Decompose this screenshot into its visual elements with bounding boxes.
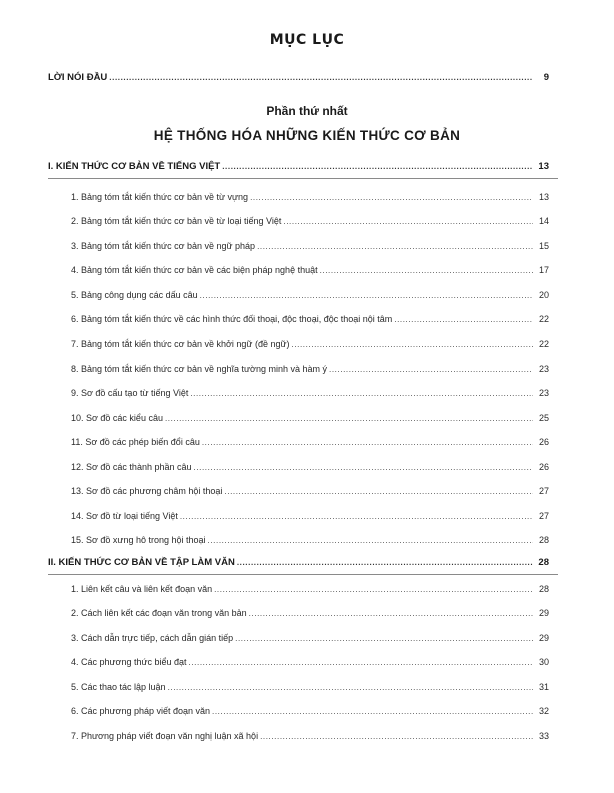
toc-item[interactable] [71,385,549,401]
entry-text: 11. Sơ đồ các phép biến đổi câu [71,437,200,447]
section-heading: II. KIẾN THỨC CƠ BẢN VỀ TẬP LÀM VĂN [48,557,235,568]
entry-page: 20 [538,290,549,300]
entry-page: 15 [538,241,549,251]
entry-page: 23 [538,364,549,374]
entry-page: 31 [538,682,549,692]
dot-leader [283,214,533,230]
entry-text: 8. Bảng tóm tắt kiến thức cơ bản về nghĩa tường minh và hàm ý [71,364,327,374]
entry-page: 29 [538,633,549,643]
entry-page: 13 [538,192,549,202]
entry-page: 32 [538,706,549,716]
part-label: Phần thứ nhất [266,104,348,118]
entry-text: 3. Bảng tóm tắt kiến thức cơ bản về ngữ pháp [71,241,256,251]
page-title: MỤC LỤC [269,32,345,48]
dot-leader [260,729,533,745]
toc-item[interactable] [71,728,549,744]
entry-page: 9 [543,72,549,83]
toc-item[interactable] [71,581,549,597]
entry-text: 6. Bảng tóm tắt kiến thức về các hình thức đối thoại, độc thoại, độc thoại nội tâm [71,314,393,324]
entry-page: 28 [538,584,549,594]
toc-item[interactable] [71,262,549,278]
toc-item[interactable] [71,189,549,205]
entry-text: 4. Các phương thức biểu đạt [71,657,187,667]
entry-text: 12. Sơ đồ các thành phần câu [71,462,192,472]
entry-page: 14 [538,216,549,226]
entry-page: 17 [538,265,549,275]
entry-text: 5. Các thao tác lập luận [71,682,166,692]
dot-leader [214,582,533,598]
entry-text: 9. Sơ đồ cấu tạo từ tiếng Việt [71,388,189,398]
toc-section-2[interactable] [48,555,549,571]
dot-leader [190,386,533,402]
toc-entry-preface[interactable] [48,70,549,86]
section-divider [48,178,558,179]
dot-leader [394,312,533,328]
entry-page: 26 [538,462,549,472]
toc-item[interactable] [71,361,549,377]
dot-leader [235,631,533,647]
section-heading: I. KIẾN THỨC CƠ BẢN VỀ TIẾNG VIỆT [48,161,221,172]
toc-item[interactable] [71,336,549,352]
dot-leader [109,70,533,86]
entry-page: 28 [538,557,549,568]
dot-leader [237,555,533,571]
part-title: HỆ THỐNG HÓA NHỮNG KIẾN THỨC CƠ BẢN [153,128,461,143]
toc-section-1[interactable] [48,159,549,175]
toc-item[interactable] [71,532,549,548]
dot-leader [189,655,533,671]
dot-leader [180,509,533,525]
entry-page: 26 [538,437,549,447]
dot-leader [257,239,533,255]
toc-item[interactable] [71,483,549,499]
entry-page: 33 [538,731,549,741]
entry-page: 29 [538,608,549,618]
dot-leader [320,263,533,279]
entry-text: 10. Sơ đồ các kiểu câu [71,413,163,423]
toc-item[interactable] [71,654,549,670]
entry-page: 22 [538,314,549,324]
entry-page: 22 [538,339,549,349]
dot-leader [249,606,533,622]
entry-text: 1. Bảng tóm tắt kiến thức cơ bản về từ vựng [71,192,249,202]
toc-item[interactable] [71,703,549,719]
entry-text: 5. Bảng công dụng các dấu câu [71,290,198,300]
toc-item[interactable] [71,508,549,524]
toc-item[interactable] [71,238,549,254]
toc-item[interactable] [71,410,549,426]
entry-page: 13 [538,161,549,172]
dot-leader [165,411,533,427]
entry-text: LỜI NÓI ĐẦU [48,72,108,83]
dot-leader [202,435,533,451]
entry-page: 30 [538,657,549,667]
toc-item[interactable] [71,605,549,621]
dot-leader [250,190,533,206]
entry-text: 6. Các phương pháp viết đoạn văn [71,706,211,716]
dot-leader [212,704,533,720]
entry-page: 27 [538,486,549,496]
toc-item[interactable] [71,287,549,303]
entry-text: 3. Cách dẫn trực tiếp, cách dẫn gián tiếp [71,633,234,643]
toc-item[interactable] [71,213,549,229]
dot-leader [224,484,533,500]
dot-leader [222,159,533,175]
dot-leader [200,288,533,304]
entry-text: 4. Bảng tóm tắt kiến thức cơ bản về các biện pháp nghệ thuật [71,265,318,275]
dot-leader [208,533,533,549]
dot-leader [292,337,534,353]
entry-text: 2. Bảng tóm tắt kiến thức cơ bản về từ loại tiếng Việt [71,216,282,226]
toc-item[interactable] [71,434,549,450]
dot-leader [168,680,533,696]
dot-leader [194,460,534,476]
dot-leader [329,362,533,378]
entry-page: 28 [538,535,549,545]
toc-item[interactable] [71,459,549,475]
toc-item[interactable] [71,311,549,327]
entry-page: 25 [538,413,549,423]
toc-item[interactable] [71,630,549,646]
entry-text: 7. Bảng tóm tắt kiến thức cơ bản về khởi ngữ (đề ngữ) [71,339,290,349]
entry-text: 13. Sơ đồ các phương châm hội thoại [71,486,223,496]
entry-text: 15. Sơ đồ xưng hô trong hội thoại [71,535,206,545]
entry-text: 2. Cách liên kết các đoạn văn trong văn bản [71,608,247,618]
section-divider [48,574,558,575]
entry-text: 7. Phương pháp viết đoạn văn nghị luận xã hội [71,731,259,741]
entry-page: 23 [538,388,549,398]
entry-text: 14. Sơ đồ từ loại tiếng Việt [71,511,178,521]
entry-page: 27 [538,511,549,521]
toc-item[interactable] [71,679,549,695]
entry-text: 1. Liên kết câu và liên kết đoạn văn [71,584,213,594]
